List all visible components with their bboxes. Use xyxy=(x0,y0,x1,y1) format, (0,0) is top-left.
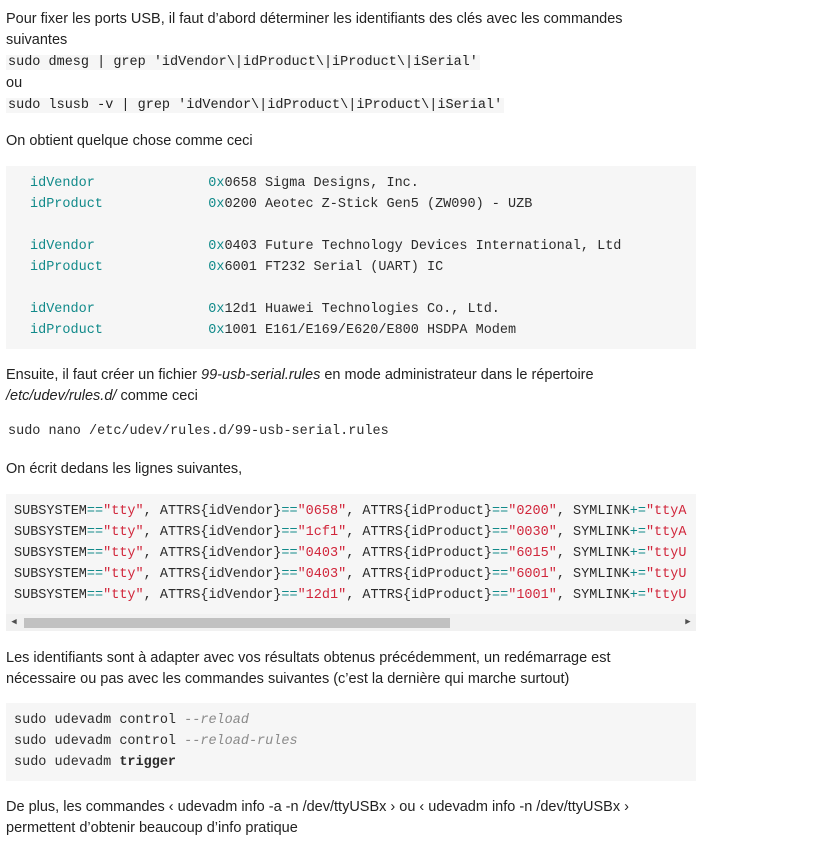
product-value: "0200" xyxy=(508,504,557,519)
plus-eq-operator: += xyxy=(629,504,646,519)
symlink-key: , SYMLINK xyxy=(556,504,630,519)
plus-eq-operator: += xyxy=(629,525,646,540)
vendor-key: , ATTRS{idVendor} xyxy=(143,588,282,603)
product-key: , ATTRS{idProduct} xyxy=(346,504,493,519)
subsystem-value: "tty" xyxy=(103,525,144,540)
hex-prefix: 0x xyxy=(208,260,225,275)
device-vendor-label: idVendor xyxy=(30,239,209,254)
udevadm-command: sudo udevadm xyxy=(14,755,120,770)
product-key: , ATTRS{idProduct} xyxy=(346,567,493,582)
blank-line xyxy=(30,278,621,299)
symlink-key: , SYMLINK xyxy=(556,546,630,561)
eq-operator: == xyxy=(492,504,509,519)
device-ids-code-block xyxy=(6,166,696,349)
subsystem-key: SUBSYSTEM xyxy=(14,525,87,540)
udev-rule-line xyxy=(14,585,696,606)
device-product-id: 0200 xyxy=(224,197,265,212)
device-vendor-label: idVendor xyxy=(30,302,209,317)
symlink-value: "ttyU xyxy=(645,588,687,603)
symlink-key: , SYMLINK xyxy=(556,525,630,540)
udevadm-command-line xyxy=(14,710,298,731)
eq-operator: == xyxy=(492,567,509,582)
vendor-key: , ATTRS{idVendor} xyxy=(143,504,282,519)
udevadm-list xyxy=(14,710,298,773)
vendor-value: "0403" xyxy=(297,546,347,561)
horizontal-scrollbar[interactable] xyxy=(6,614,696,631)
eq-operator: == xyxy=(281,525,298,540)
final-line-2: permettent d’obtenir beaucoup d’info pratique xyxy=(6,820,298,836)
device-vendor-line xyxy=(30,299,621,320)
symlink-value: "ttyU xyxy=(645,567,687,582)
rules-intro-part3: comme ceci xyxy=(116,388,198,404)
product-value: "6001" xyxy=(508,567,557,582)
hex-prefix: 0x xyxy=(208,239,225,254)
udevadm-argument: trigger xyxy=(119,755,177,770)
eq-operator: == xyxy=(86,546,104,561)
symlink-value: "ttyU xyxy=(645,546,687,561)
device-product-id: 1001 xyxy=(224,323,265,338)
final-paragraph xyxy=(6,797,706,839)
udevadm-code-block xyxy=(6,703,696,781)
subsystem-value: "tty" xyxy=(103,546,144,561)
eq-operator: == xyxy=(86,525,104,540)
symlink-key: , SYMLINK xyxy=(556,567,630,582)
subsystem-value: "tty" xyxy=(103,504,144,519)
or-text: ou xyxy=(6,75,23,91)
device-product-label: idProduct xyxy=(30,323,209,338)
device-vendor-line xyxy=(30,236,621,257)
scroll-right-arrow-icon[interactable]: ▶ xyxy=(685,617,691,627)
final-line-1: De plus, les commandes ‹ udevadm info -a -n /dev/ttyUSBx › ou ‹ udevadm info -n /dev/ttyUSBx › xyxy=(6,799,629,815)
subsystem-value: "tty" xyxy=(103,588,144,603)
plus-eq-operator: += xyxy=(629,588,646,603)
product-key: , ATTRS{idProduct} xyxy=(346,588,493,603)
subsystem-key: SUBSYSTEM xyxy=(14,567,87,582)
vendor-key: , ATTRS{idVendor} xyxy=(143,546,282,561)
intro-line-2: suivantes xyxy=(6,32,68,48)
adapt-line-2: nécessaire ou pas avec les commandes suivantes (c’est la dernière qui marche surtout) xyxy=(6,671,570,687)
write-text: On écrit dedans les lignes suivantes, xyxy=(6,461,243,477)
udevadm-command-line xyxy=(14,731,298,752)
symlink-key: , SYMLINK xyxy=(556,588,630,603)
nano-code-block xyxy=(6,421,696,445)
hex-prefix: 0x xyxy=(208,302,225,317)
udev-rule-line xyxy=(14,564,696,585)
device-vendor-id: 0403 xyxy=(224,239,265,254)
plus-eq-operator: += xyxy=(629,567,646,582)
device-product-id: 6001 xyxy=(224,260,265,275)
eq-operator: == xyxy=(281,567,298,582)
device-vendor-label: idVendor xyxy=(30,176,209,191)
product-key: , ATTRS{idProduct} xyxy=(346,525,493,540)
udevadm-command: sudo udevadm control xyxy=(14,713,185,728)
udevadm-argument: --reload-rules xyxy=(184,734,298,749)
rules-list xyxy=(14,501,696,606)
rules-intro-part2: en mode administrateur dans le répertoire xyxy=(320,367,594,383)
lsusb-command: sudo lsusb -v | grep 'idVendor\|idProduct\|iProduct\|iSerial' xyxy=(8,98,503,113)
device-vendor-line xyxy=(30,173,621,194)
hex-prefix: 0x xyxy=(208,323,225,338)
hex-prefix: 0x xyxy=(208,197,225,212)
symlink-value: "ttyA xyxy=(645,525,687,540)
eq-operator: == xyxy=(281,588,298,603)
rules-filename: 99-usb-serial.rules xyxy=(201,367,321,383)
blank-line xyxy=(30,215,621,236)
product-value: "0030" xyxy=(508,525,557,540)
hex-prefix: 0x xyxy=(208,176,225,191)
nano-command: sudo nano /etc/udev/rules.d/99-usb-serial.rules xyxy=(8,424,389,439)
device-product-line xyxy=(30,257,621,278)
intro-line-1: Pour fixer les ports USB, il faut d’abord déterminer les identifiants des clés avec les commandes xyxy=(6,11,623,27)
symlink-value: "ttyA xyxy=(645,504,687,519)
device-vendor-id: 0658 xyxy=(224,176,265,191)
subsystem-key: SUBSYSTEM xyxy=(14,504,87,519)
product-value: "1001" xyxy=(508,588,557,603)
vendor-value: "1cf1" xyxy=(297,525,347,540)
udevadm-argument: --reload xyxy=(184,713,249,728)
adapt-paragraph xyxy=(6,648,706,690)
product-key: , ATTRS{idProduct} xyxy=(346,546,493,561)
eq-operator: == xyxy=(86,567,104,582)
device-product-name: FT232 Serial (UART) IC xyxy=(264,260,444,275)
rules-intro-part1: Ensuite, il faut créer un fichier xyxy=(6,367,202,383)
subsystem-key: SUBSYSTEM xyxy=(14,546,87,561)
device-product-name: E161/E169/E620/E800 HSDPA Modem xyxy=(264,323,517,338)
device-vendor-name: Huawei Technologies Co., Ltd. xyxy=(264,302,500,317)
device-product-line xyxy=(30,320,621,341)
scroll-left-arrow-icon[interactable]: ◀ xyxy=(11,617,17,627)
scrollbar-thumb[interactable] xyxy=(24,618,450,628)
device-vendor-name: Future Technology Devices International, Ltd xyxy=(264,239,622,254)
device-vendor-name: Sigma Designs, Inc. xyxy=(264,176,419,191)
eq-operator: == xyxy=(281,546,298,561)
vendor-key: , ATTRS{idVendor} xyxy=(143,525,282,540)
device-list xyxy=(30,173,621,341)
udev-rule-line xyxy=(14,543,696,564)
udevadm-command: sudo udevadm control xyxy=(14,734,185,749)
device-product-label: idProduct xyxy=(30,197,209,212)
vendor-value: "12d1" xyxy=(297,588,347,603)
eq-operator: == xyxy=(492,525,509,540)
product-value: "6015" xyxy=(508,546,557,561)
udev-rules-code-block xyxy=(6,494,696,631)
udevadm-command-line xyxy=(14,752,298,773)
eq-operator: == xyxy=(86,588,104,603)
device-product-label: idProduct xyxy=(30,260,209,275)
rules-directory: /etc/udev/rules.d/ xyxy=(6,388,117,404)
device-product-line xyxy=(30,194,621,215)
eq-operator: == xyxy=(86,504,104,519)
rules-intro-paragraph xyxy=(6,365,706,407)
device-vendor-id: 12d1 xyxy=(224,302,265,317)
subsystem-key: SUBSYSTEM xyxy=(14,588,87,603)
eq-operator: == xyxy=(492,546,509,561)
vendor-value: "0403" xyxy=(297,567,347,582)
device-product-name: Aeotec Z-Stick Gen5 (ZW090) - UZB xyxy=(264,197,533,212)
adapt-line-1: Les identifiants sont à adapter avec vos résultats obtenus précédemment, un redémarrage est xyxy=(6,650,611,666)
intro-paragraph xyxy=(6,9,706,116)
dmesg-command: sudo dmesg | grep 'idVendor\|idProduct\|iProduct\|iSerial' xyxy=(8,55,478,70)
obtain-text: On obtient quelque chose comme ceci xyxy=(6,133,253,149)
subsystem-value: "tty" xyxy=(103,567,144,582)
udev-rule-line xyxy=(14,522,696,543)
eq-operator: == xyxy=(492,588,509,603)
vendor-key: , ATTRS{idVendor} xyxy=(143,567,282,582)
plus-eq-operator: += xyxy=(629,546,646,561)
vendor-value: "0658" xyxy=(297,504,347,519)
eq-operator: == xyxy=(281,504,298,519)
udev-rule-line xyxy=(14,501,696,522)
